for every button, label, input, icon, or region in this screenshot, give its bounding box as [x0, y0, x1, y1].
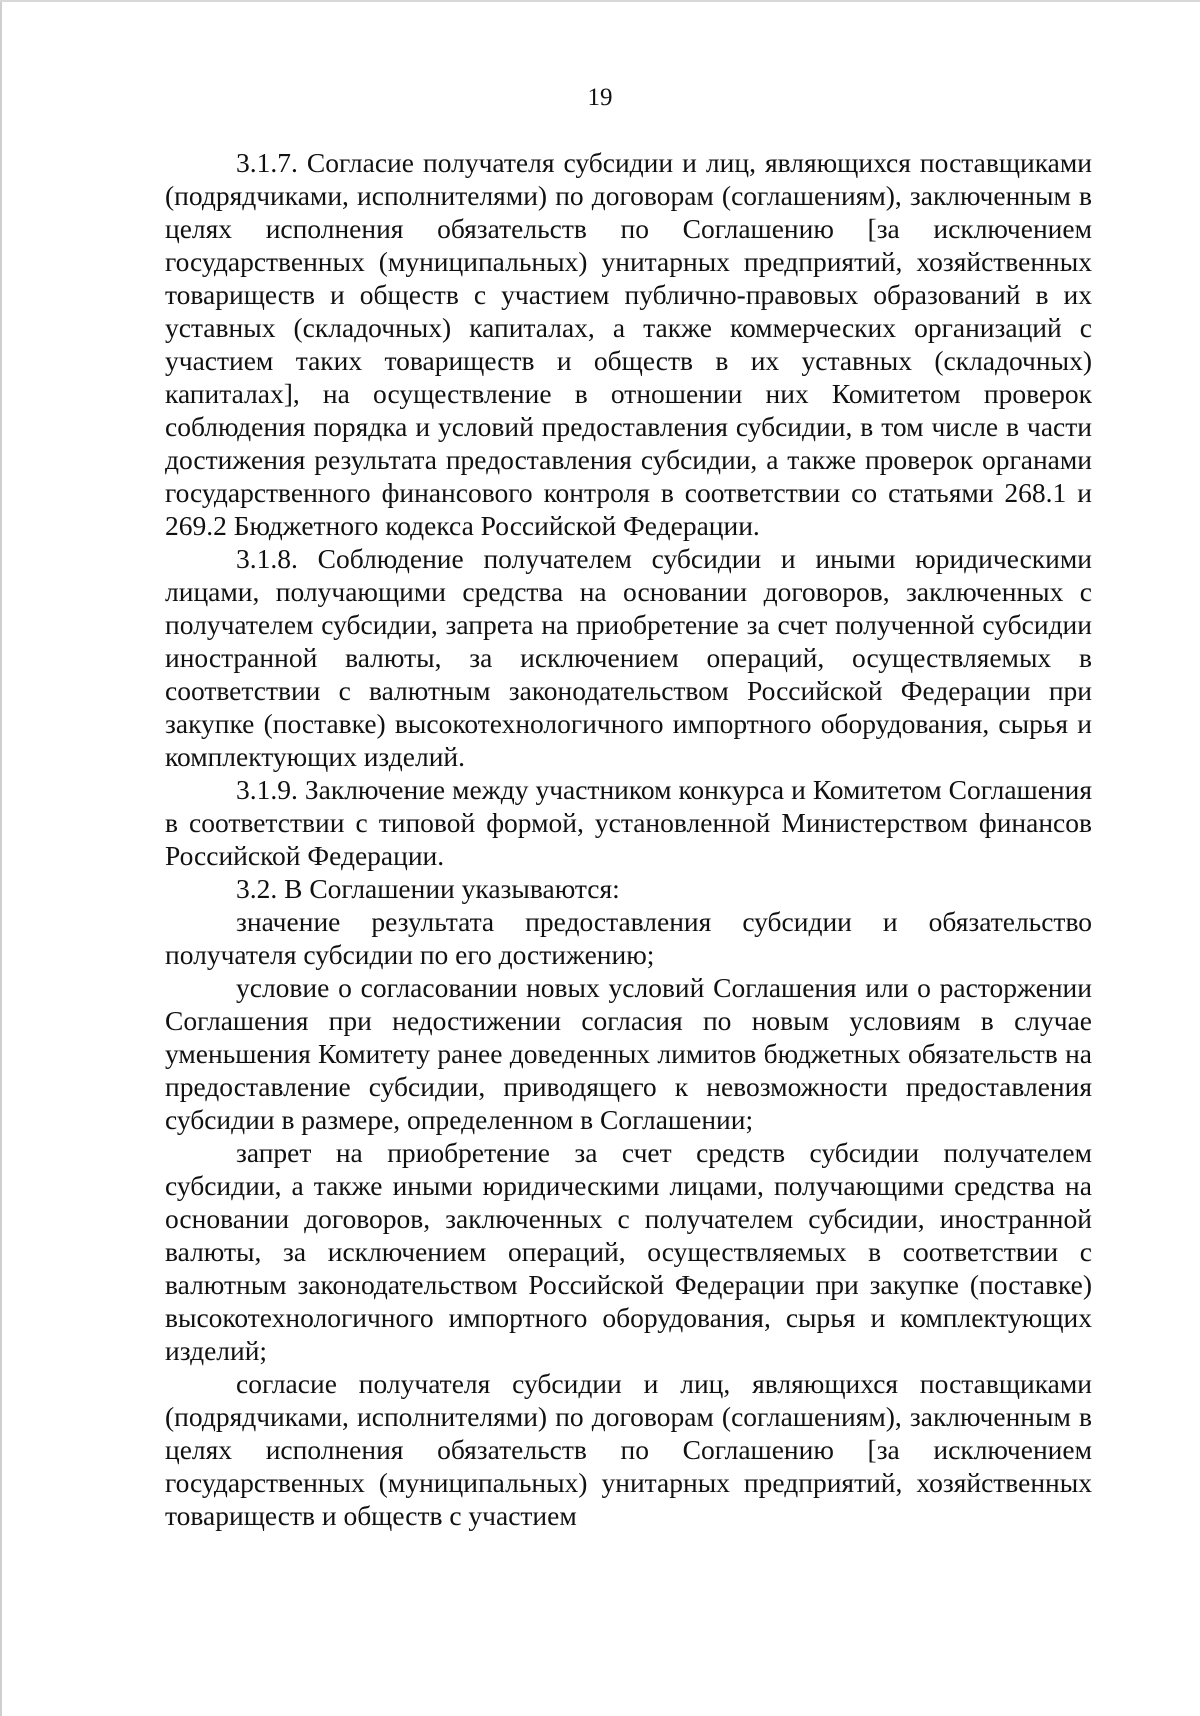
paragraph-3-1-9: 3.1.9. Заключение между участником конкурса и Комитетом Соглашения в соответствии с типовой формой, установленной Министерством финансов Российской Федерации. [165, 774, 1092, 871]
document-body [165, 146, 1092, 1532]
paragraph-3-1-7: 3.1.7. Согласие получателя субсидии и лиц, являющихся поставщиками (подрядчиками, исполнителями) по договорам (соглашениям), заключенным в целях исполнения обязательств по Соглашению [за исключением государственных (муниципальных) унитарных предприятий, хозяйственных товариществ и обществ с участием публично-правовых образований в их уставных (складочных) капиталах, а также коммерческих организаций с участием таких товариществ и обществ в их уставных (складочных) капиталах], на осуществление в отношении них Комитетом проверок соблюдения порядка и условий предоставления субсидии, в том числе в части достижения результата предоставления субсидии, а также проверок органами государственного финансового контроля в соответствии со статьями 268.1 и 269.2 Бюджетного кодекса Российской Федерации. [165, 147, 1092, 541]
paragraph-result-value: значение результата предоставления субсидии и обязательство получателя субсидии по его достижению; [165, 906, 1092, 970]
paragraph-3-1-8: 3.1.8. Соблюдение получателем субсидии и иными юридическими лицами, получающими средства на основании договоров, заключенных с получателем субсидии, запрета на приобретение за счет полученной субсидии иностранной валюты, за исключением операций, осуществляемых в соответствии с валютным законодательством Российской Федерации при закупке (поставке) высокотехнологичного импортного оборудования, сырья и комплектующих изделий. [165, 543, 1092, 772]
paragraph-new-conditions: условие о согласовании новых условий Соглашения или о расторжении Соглашения при недостижении согласия по новым условиям в случае уменьшения Комитету ранее доведенных лимитов бюджетных обязательств на предоставление субсидии, приводящего к невозможности предоставления субсидии в размере, определенном в Соглашении; [165, 972, 1092, 1135]
paragraph-consent: согласие получателя субсидии и лиц, являющихся поставщиками (подрядчиками, исполнителями) по договорам (соглашениям), заключенным в целях исполнения обязательств по Соглашению [за исключением государственных (муниципальных) унитарных предприятий, хозяйственных товариществ и обществ с участием [165, 1368, 1092, 1531]
paragraph-3-2: 3.2. В Соглашении указываются: [236, 873, 620, 904]
paragraph-currency-ban: запрет на приобретение за счет средств субсидии получателем субсидии, а также иными юридическими лицами, получающими средства на основании договоров, заключенных с получателем субсидии, иностранной валюты, за исключением операций, осуществляемых в соответствии с валютным законодательством Российской Федерации при закупке (поставке) высокотехнологичного импортного оборудования, сырья и комплектующих изделий; [165, 1137, 1092, 1366]
scan-edge-top [0, 0, 1200, 2]
page-number: 19 [587, 84, 613, 111]
scan-edge-left [0, 0, 2, 1716]
